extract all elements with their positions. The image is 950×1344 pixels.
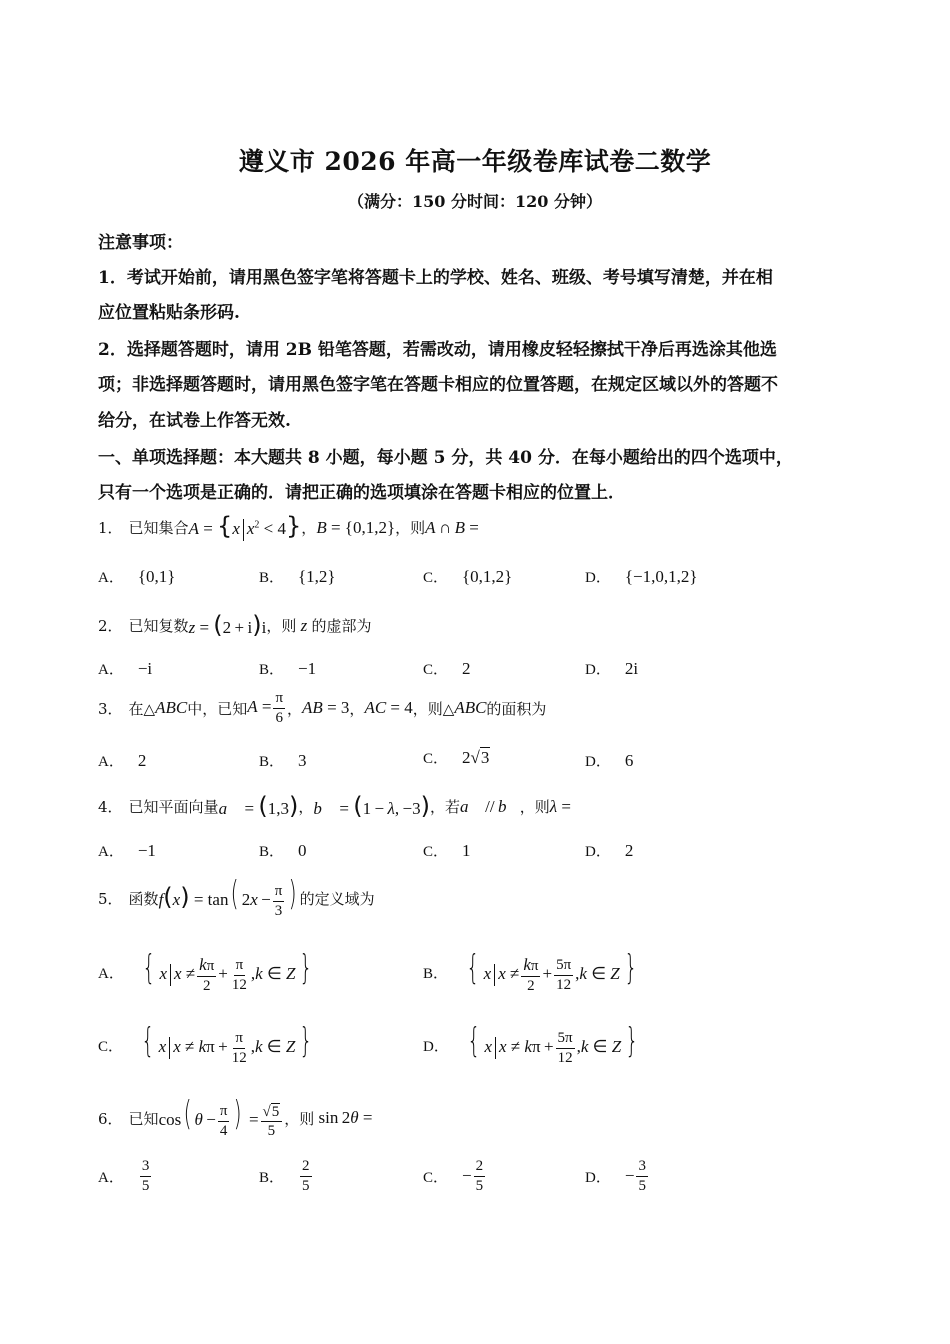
question-6 [98, 1094, 373, 1140]
question-text: 中，已知 [187, 699, 248, 718]
option-b: B． −1 [259, 658, 317, 678]
math-expression: { x x ≠ kπ + $\frac{5\pi}{12}$ ,k ∈ Z } [467, 1021, 639, 1066]
math-expression: λ = [549, 796, 571, 816]
option-b: B． $\frac{2}{5}$ [259, 1158, 310, 1194]
math-expression: A ∩ B = [425, 517, 479, 537]
option-a: A． {0,1} [98, 566, 176, 586]
question-text: ，则 [395, 519, 426, 538]
question-text: ，则 [266, 617, 297, 635]
option-c: C． 2 √ 3 [423, 747, 490, 767]
option-a: A． { x x ≠ $\frac{k\pi}{2}$ + $\frac{\pi}{12}$ ,k ∈ Z } [98, 951, 317, 994]
question-text: 函数 [128, 889, 159, 908]
option-a: A． −i [98, 658, 153, 678]
notes-heading: 注意事项： [98, 233, 183, 253]
fraction: $\frac{2}{5}$ [302, 1158, 310, 1194]
question-3 [98, 690, 546, 726]
option-c: C． − $\frac{2}{5}$ [423, 1158, 484, 1194]
section-1-line-1: 一、单项选择题：本大题共 8 小题，每小题 5 分，共 40 分．在每小题给出的四个选项中， [98, 448, 793, 468]
section-1-line-2: 只有一个选项是正确的．请把正确的选项填涂在答题卡相应的位置上． [98, 483, 625, 503]
math-expression: A = $\frac{\pi}{6}$ [247, 690, 284, 726]
question-text: ， [287, 699, 303, 718]
option-c: C． { x x ≠ kπ + $\frac{\pi}{12}$ ,k ∈ Z } [98, 1024, 317, 1066]
option-b: B． {1,2} [259, 566, 336, 586]
math-expression: z = (2 + i)i [188, 611, 267, 639]
option-d: D． 2i [585, 658, 639, 678]
math-expression: B = {0,1,2} [316, 517, 396, 537]
question-number: 4． [98, 798, 123, 816]
question-text: 已知平面向量 [128, 798, 219, 816]
option-d: D． {−1,0,1,2} [585, 566, 698, 586]
option-b: B． 3 [259, 750, 307, 770]
question-text: ， [301, 519, 317, 538]
note-1-line-2: 应位置粘贴条形码. [98, 303, 240, 323]
option-d: D． 2 [585, 840, 634, 860]
math-expression: { x x ≠ $\frac{k\pi}{2}$ + $\frac{\pi}{12}$ ,k ∈ Z } [142, 948, 313, 994]
math-expression: AB = 3 [302, 698, 350, 717]
math-expression: cos( θ − $\frac{\pi}{4}$ ) = √ 5 5 [159, 1097, 285, 1140]
page-title: 遵义市 2026 年高一年级卷库试卷二数学 [238, 147, 712, 176]
note-2-line-1: 2．选择题答题时，请用 2B 铅笔答题，若需改动，请用橡皮轻轻擦拭干净后再选涂其他选 [98, 340, 777, 360]
question-number: 5． [98, 889, 123, 908]
question-text: ， [349, 699, 365, 718]
question-number: 6． [98, 1109, 123, 1128]
question-text: 的面积为 [486, 699, 547, 718]
option-c: C． {0,1,2} [423, 566, 513, 586]
option-c: C． 1 [423, 840, 471, 860]
math-expression: f(x) = tan( 2x − $\frac{\pi}{3}$ ) [158, 874, 297, 919]
math-expression: ABC [155, 698, 188, 717]
note-2-line-3: 给分，在试卷上作答无效. [98, 411, 291, 431]
question-text: 的虚部为 [311, 617, 372, 635]
math-expression: a⃗ = (1,3) [218, 792, 299, 820]
question-text: 在△ [128, 699, 156, 718]
option-a: A． $\frac{3}{5}$ [98, 1158, 150, 1194]
math-expression: sin 2θ = [314, 1108, 373, 1128]
math-expression: a⃗ // b⃗ [460, 796, 520, 816]
question-number: 2． [98, 617, 123, 635]
fraction: $\frac{2}{5}$ [475, 1158, 484, 1194]
question-text: 已知集合 [128, 519, 189, 538]
option-a: A． −1 [98, 840, 156, 860]
question-text: ，则△ [412, 699, 455, 718]
question-text: ， [298, 798, 314, 816]
math-expression: { x x ≠ kπ + $\frac{\pi}{12}$ ,k ∈ Z } [141, 1021, 313, 1066]
math-expression: AC = 4 [364, 698, 413, 717]
option-a: A． 2 [98, 750, 147, 770]
math-expression: z [300, 615, 308, 635]
question-text: 已知复数 [128, 617, 189, 635]
option-b: B． { x x ≠ $\frac{k\pi}{2}$ + $\frac{5\pi}{12}$ ,k ∈ Z } [423, 951, 641, 994]
option-d: D． { x x ≠ kπ + $\frac{5\pi}{12}$ ,k ∈ Z } [423, 1024, 643, 1066]
math-expression: { x x ≠ $\frac{k\pi}{2}$ + $\frac{5\pi}{12}$ ,k ∈ Z } [466, 948, 638, 994]
option-d: D． − $\frac{3}{5}$ [585, 1158, 646, 1194]
question-number: 1． [98, 519, 123, 538]
option-c: C． 2 [423, 658, 471, 678]
question-text: 的定义域为 [299, 889, 375, 908]
option-b: B． 0 [259, 840, 307, 860]
question-5 [98, 874, 375, 919]
question-number: 3． [98, 699, 123, 718]
math-expression: A = {x $x^2 < 4$} [188, 512, 302, 540]
question-text: ，则 [284, 1109, 315, 1128]
sqrt-3: √ 3 [470, 748, 490, 767]
question-text: ，则 [519, 798, 550, 816]
question-text: ，若 [430, 798, 461, 816]
page-subtitle: （满分：150 分时间：120 分钟） [348, 192, 602, 211]
option-d: D． 6 [585, 750, 634, 770]
question-4 [98, 794, 571, 819]
fraction: $\frac{3}{5}$ [141, 1158, 150, 1194]
question-2 [98, 613, 372, 638]
fraction: $\frac{3}{5}$ [638, 1158, 646, 1194]
question-1 [98, 514, 479, 541]
math-expression: b⃗ = (1 − λ, −3) [313, 792, 431, 820]
question-text: 已知 [128, 1109, 159, 1128]
note-2-line-2: 项；非选择题答题时，请用黑色签字笔在答题卡相应的位置答题，在规定区域以外的答题不 [98, 375, 778, 395]
math-expression: ABC [454, 698, 487, 717]
note-1-line-1: 1．考试开始前，请用黑色签字笔将答题卡上的学校、姓名、班级、考号填写清楚，并在相 [98, 268, 773, 288]
